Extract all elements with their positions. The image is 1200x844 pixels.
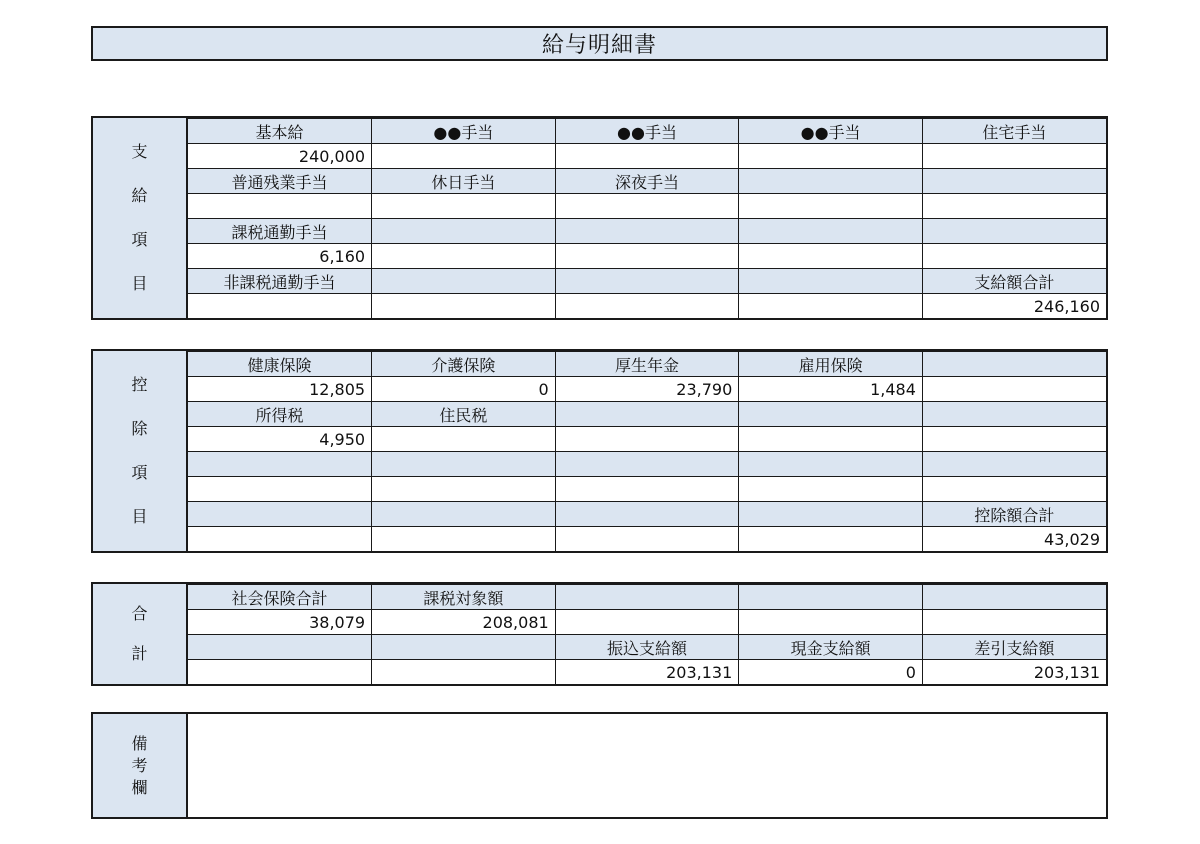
header-cell: ●●手当 xyxy=(372,119,556,144)
value-cell[interactable]: 1,484 xyxy=(739,377,923,402)
header-cell: ●●手当 xyxy=(739,119,923,144)
value-cell[interactable]: 203,131 xyxy=(922,660,1106,685)
deductions-section xyxy=(91,349,1108,553)
value-cell[interactable] xyxy=(922,194,1106,219)
value-cell[interactable] xyxy=(372,427,556,452)
value-cell[interactable]: 38,079 xyxy=(188,610,372,635)
value-cell[interactable] xyxy=(555,477,739,502)
header-cell: 雇用保険 xyxy=(739,352,923,377)
header-cell: 現金支給額 xyxy=(739,635,923,660)
value-cell[interactable] xyxy=(555,194,739,219)
remarks-side-char: 欄 xyxy=(131,777,148,797)
totals-table xyxy=(188,584,1106,684)
header-cell xyxy=(188,452,372,477)
value-cell[interactable] xyxy=(739,294,923,319)
header-cell: 健康保険 xyxy=(188,352,372,377)
header-cell xyxy=(555,502,739,527)
payments-side-label xyxy=(93,118,188,318)
payments-side-char: 給 xyxy=(131,186,148,205)
value-cell[interactable]: 6,160 xyxy=(188,244,372,269)
value-cell[interactable]: 0 xyxy=(372,377,556,402)
value-cell[interactable] xyxy=(188,527,372,552)
totals-side-char: 合 xyxy=(131,604,148,623)
header-cell xyxy=(922,352,1106,377)
header-cell xyxy=(555,402,739,427)
totals-side-char: 計 xyxy=(131,644,148,663)
value-cell[interactable] xyxy=(372,477,556,502)
table-row xyxy=(188,244,1106,269)
payments-section xyxy=(91,116,1108,320)
remarks-area[interactable] xyxy=(188,714,1106,817)
header-cell xyxy=(555,219,739,244)
value-cell[interactable] xyxy=(372,244,556,269)
header-cell xyxy=(555,585,739,610)
header-cell: 普通残業手当 xyxy=(188,169,372,194)
value-cell[interactable] xyxy=(922,244,1106,269)
value-cell[interactable] xyxy=(739,477,923,502)
value-cell[interactable] xyxy=(188,660,372,685)
header-cell: ●●手当 xyxy=(555,119,739,144)
deductions-table xyxy=(188,351,1106,551)
deductions-side-chars xyxy=(93,351,186,551)
remarks-side-label xyxy=(93,714,188,817)
header-cell: 差引支給額 xyxy=(922,635,1106,660)
header-cell: 課税対象額 xyxy=(372,585,556,610)
value-cell[interactable] xyxy=(372,527,556,552)
header-cell: 支給額合計 xyxy=(922,269,1106,294)
header-cell xyxy=(188,502,372,527)
value-cell[interactable] xyxy=(922,427,1106,452)
payments-side-char: 目 xyxy=(131,274,148,293)
header-cell xyxy=(739,219,923,244)
value-cell[interactable]: 12,805 xyxy=(188,377,372,402)
header-cell xyxy=(922,402,1106,427)
value-cell[interactable] xyxy=(555,427,739,452)
deductions-side-char: 控 xyxy=(131,375,148,394)
header-cell xyxy=(372,269,556,294)
table-row xyxy=(188,169,1106,194)
table-row xyxy=(188,194,1106,219)
value-cell[interactable]: 23,790 xyxy=(555,377,739,402)
header-cell xyxy=(739,169,923,194)
value-cell[interactable] xyxy=(739,144,923,169)
value-cell[interactable] xyxy=(555,294,739,319)
value-cell[interactable] xyxy=(188,194,372,219)
header-cell: 休日手当 xyxy=(372,169,556,194)
value-cell[interactable] xyxy=(188,477,372,502)
value-cell[interactable]: 246,160 xyxy=(922,294,1106,319)
value-cell[interactable] xyxy=(739,244,923,269)
payments-side-char: 支 xyxy=(131,142,148,161)
value-cell[interactable]: 203,131 xyxy=(555,660,739,685)
value-cell[interactable] xyxy=(922,610,1106,635)
value-cell[interactable]: 240,000 xyxy=(188,144,372,169)
header-cell xyxy=(372,219,556,244)
table-row xyxy=(188,377,1106,402)
header-cell xyxy=(372,452,556,477)
remarks-side-chars xyxy=(93,714,186,817)
table-row xyxy=(188,452,1106,477)
value-cell[interactable] xyxy=(739,194,923,219)
value-cell[interactable]: 4,950 xyxy=(188,427,372,452)
header-cell xyxy=(922,452,1106,477)
header-cell: 非課税通勤手当 xyxy=(188,269,372,294)
header-cell: 振込支給額 xyxy=(555,635,739,660)
payments-side-char: 項 xyxy=(131,230,148,249)
header-cell xyxy=(372,635,556,660)
header-cell xyxy=(922,219,1106,244)
header-cell: 基本給 xyxy=(188,119,372,144)
header-cell xyxy=(739,452,923,477)
deductions-side-label xyxy=(93,351,188,551)
totals-side-chars xyxy=(93,584,186,684)
table-row xyxy=(188,527,1106,552)
value-cell[interactable] xyxy=(555,610,739,635)
table-row xyxy=(188,269,1106,294)
table-row xyxy=(188,427,1106,452)
header-cell: 所得税 xyxy=(188,402,372,427)
header-cell: 課税通勤手当 xyxy=(188,219,372,244)
header-cell xyxy=(555,269,739,294)
remarks-side-char: 備 xyxy=(131,733,148,753)
table-row xyxy=(188,219,1106,244)
header-cell xyxy=(188,635,372,660)
table-row xyxy=(188,352,1106,377)
header-cell: 社会保険合計 xyxy=(188,585,372,610)
table-row xyxy=(188,477,1106,502)
header-cell: 控除額合計 xyxy=(922,502,1106,527)
header-cell: 介護保険 xyxy=(372,352,556,377)
value-cell[interactable] xyxy=(372,194,556,219)
deductions-side-char: 除 xyxy=(131,419,148,438)
value-cell[interactable] xyxy=(555,527,739,552)
value-cell[interactable]: 0 xyxy=(739,660,923,685)
table-row xyxy=(188,610,1106,635)
value-cell[interactable]: 43,029 xyxy=(922,527,1106,552)
table-row xyxy=(188,660,1106,685)
remarks-section xyxy=(91,712,1108,819)
header-cell: 住民税 xyxy=(372,402,556,427)
value-cell[interactable] xyxy=(372,144,556,169)
payments-table xyxy=(188,118,1106,318)
value-cell[interactable] xyxy=(372,660,556,685)
table-row xyxy=(188,402,1106,427)
header-cell xyxy=(739,502,923,527)
value-cell[interactable] xyxy=(739,427,923,452)
remarks-side-char: 考 xyxy=(131,755,148,775)
header-cell: 厚生年金 xyxy=(555,352,739,377)
value-cell[interactable]: 208,081 xyxy=(372,610,556,635)
value-cell[interactable] xyxy=(188,294,372,319)
header-cell xyxy=(372,502,556,527)
deductions-side-char: 項 xyxy=(131,463,148,482)
payments-side-chars xyxy=(93,118,186,318)
header-cell xyxy=(739,269,923,294)
header-cell: 住宅手当 xyxy=(922,119,1106,144)
header-cell xyxy=(922,169,1106,194)
table-row xyxy=(188,502,1106,527)
totals-side-label xyxy=(93,584,188,684)
header-cell xyxy=(922,585,1106,610)
value-cell[interactable] xyxy=(555,144,739,169)
value-cell[interactable] xyxy=(739,527,923,552)
title-bar xyxy=(91,26,1108,61)
header-cell: 深夜手当 xyxy=(555,169,739,194)
table-row xyxy=(188,635,1106,660)
header-cell xyxy=(739,585,923,610)
header-cell xyxy=(739,402,923,427)
value-cell[interactable] xyxy=(922,477,1106,502)
page-title: 給与明細書 xyxy=(541,33,657,58)
header-cell xyxy=(555,452,739,477)
totals-section xyxy=(91,582,1108,686)
value-cell[interactable] xyxy=(922,144,1106,169)
table-row xyxy=(188,144,1106,169)
value-cell[interactable] xyxy=(739,610,923,635)
value-cell[interactable] xyxy=(372,294,556,319)
deductions-side-char: 目 xyxy=(131,507,148,526)
table-row xyxy=(188,294,1106,319)
table-row xyxy=(188,119,1106,144)
value-cell[interactable] xyxy=(922,377,1106,402)
table-row xyxy=(188,585,1106,610)
value-cell[interactable] xyxy=(555,244,739,269)
